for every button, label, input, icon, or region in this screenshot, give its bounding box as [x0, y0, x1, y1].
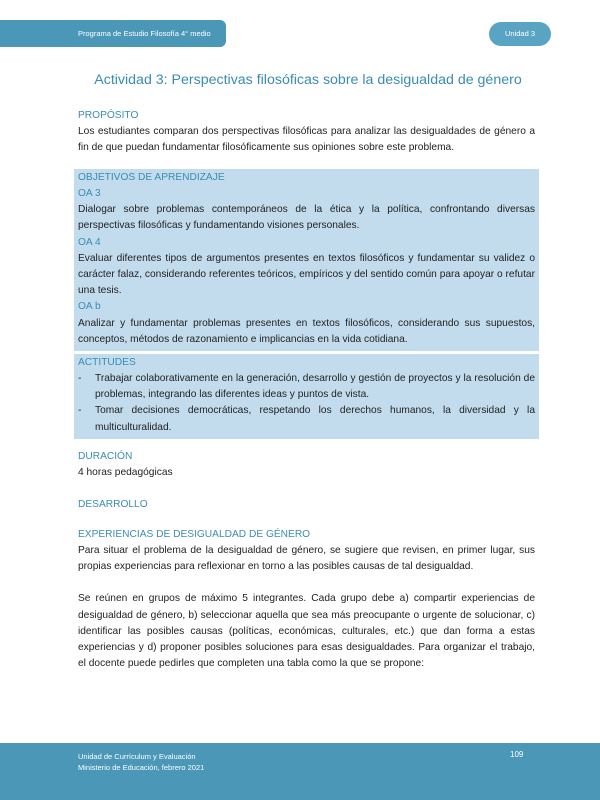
desarrollo-heading: DESARROLLO	[78, 499, 148, 510]
experiencias-paragraph-2: Se reúnen en grupos de máximo 5 integrantes. Cada grupo debe a) compartir experiencias de desigualdad de género, b) seleccionar aquella que sea más preocupante o urgente de solucionar, c) identificar las posibles causas (políticas, económicas, culturales, etc.) que dan forma a estas experiencias y d) proponer posibles soluciones para esas desigualdades. Para organizar el trabajo, el docente puede pedirles que completen una tabla como la que se propone:	[78, 593, 535, 670]
footer-line-1: Unidad de Currículum y Evaluación	[78, 752, 196, 761]
oa-text: Evaluar diferentes tipos de argumentos presentes en textos filosóficos y fundamentar su validez o carácter falaz, considerando referentes teóricos, empíricos y del sentido común para apoyar o refutar una tesis.	[78, 252, 535, 297]
duracion-section	[78, 449, 535, 481]
oa-code: OA 3	[78, 188, 101, 199]
list-item: - Tomar decisiones democráticas, respetando los derechos humanos, la diversidad y la multiculturalidad.	[78, 403, 535, 435]
duracion-text: 4 horas pedagógicas	[78, 467, 173, 478]
oa-code: OA 4	[78, 236, 101, 248]
objetivos-box	[74, 169, 539, 351]
proposito-section	[78, 108, 535, 156]
objetivos-heading: OBJETIVOS DE APRENDIZAJE	[78, 172, 225, 183]
oa-text: Analizar y fundamentar problemas presentes en textos filosóficos, considerando sus supuestos, conceptos, métodos de razonamiento e implicancias en la vida cotidiana.	[78, 317, 535, 345]
activity-title: Actividad 3: Perspectivas filosóficas sobre la desigualdad de género	[94, 72, 522, 88]
duracion-heading: DURACIÓN	[78, 451, 133, 462]
list-item: - Trabajar colaborativamente en la generación, desarrollo y gestión de proyectos y la resolución de problemas, integrando las diferentes ideas y puntos de vista.	[78, 371, 535, 403]
unit-badge: Unidad 3	[489, 22, 551, 46]
actitudes-heading: ACTITUDES	[78, 357, 136, 368]
oa-text: Dialogar sobre problemas contemporáneos de la ética y la política, confrontando diversas perspectivas filosóficas y fundamentando visiones personales.	[78, 204, 535, 232]
page-number: 109	[510, 750, 524, 759]
experiencias-section	[78, 527, 535, 672]
experiencias-heading: EXPERIENCIAS DE DESIGUALDAD DE GÉNERO	[78, 529, 311, 540]
program-title: Programa de Estudio Filosofía 4° medio	[78, 29, 211, 38]
proposito-text: Los estudiantes comparan dos perspectivas filosóficas para analizar las desigualdades de género a fin de que puedan fundamentar filosóficamente sus opiniones sobre este problema.	[78, 126, 535, 154]
actitudes-list	[78, 371, 535, 436]
experiencias-paragraph-1: Para situar el problema de la desigualdad de género, se sugiere que revisen, en primer lugar, sus propias experiencias para reflexionar en torno a las posibles causas de tal desigualdad.	[78, 545, 535, 573]
proposito-heading: PROPÓSITO	[78, 110, 139, 121]
oa-code: OA b	[78, 301, 101, 313]
footer-line-2: Ministerio de Educación, febrero 2021	[78, 763, 205, 772]
actitudes-box	[74, 354, 539, 439]
desarrollo-section	[78, 497, 535, 513]
